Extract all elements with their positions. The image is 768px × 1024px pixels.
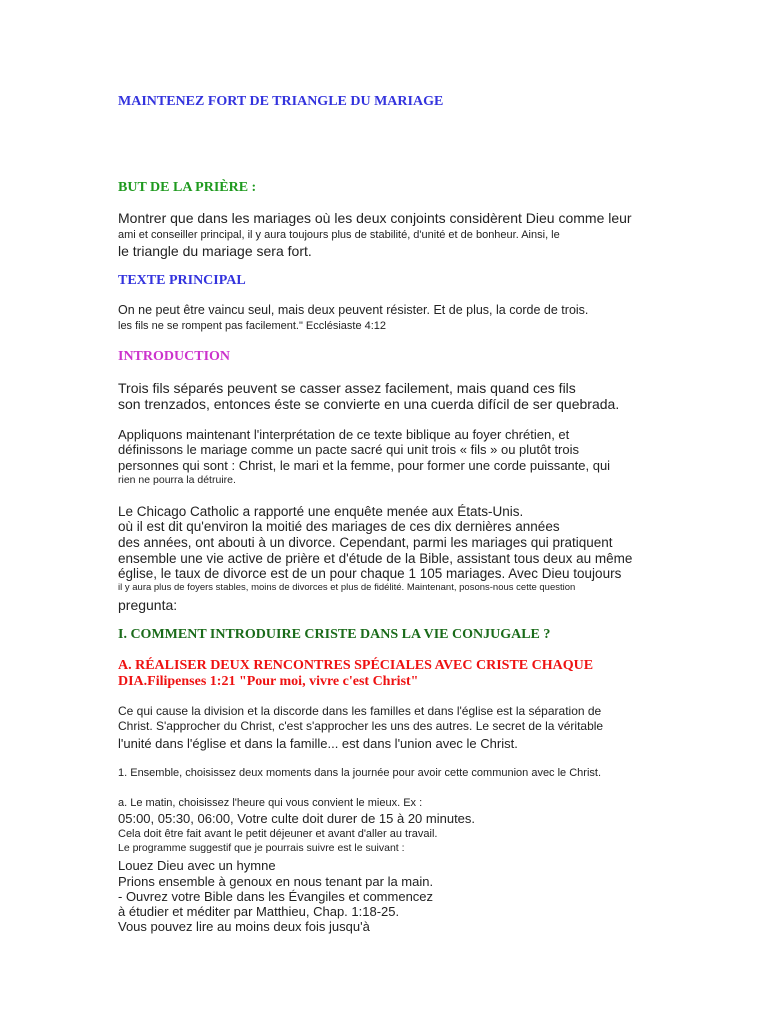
intro-line: pregunta: — [118, 597, 178, 613]
point-a-line: 05:00, 05:30, 06:00, Votre culte doit durer de 15 à 20 minutes. — [118, 811, 476, 826]
section-one-subheading: DIA.Filipenses 1:21 "Pour moi, vivre c'est Christ" — [118, 674, 419, 689]
section-one-line: Ce qui cause la division et la discorde dans les familles et dans l'église est la séparation de — [118, 704, 602, 718]
point-a-line: a. Le matin, choisissez l'heure qui vous convient le mieux. Ex : — [118, 797, 423, 809]
intro-line: des années, ont abouti à un divorce. Cependant, parmi les mariages qui pratiquent — [118, 535, 613, 550]
point-one: 1. Ensemble, choisissez deux moments dans la journée pour avoir cette communion avec le Christ. — [118, 767, 602, 779]
intro-line: où il est dit qu'environ la moitié des mariages de ces dix dernières années — [118, 519, 560, 534]
intro-line: rien ne pourra la détruire. — [118, 474, 236, 486]
main-text-line: les fils ne se rompent pas facilement." Ecclésiaste 4:12 — [118, 320, 387, 332]
intro-heading: INTRODUCTION — [118, 349, 231, 364]
point-a-line: à étudier et méditer par Matthieu, Chap. 1:18-25. — [118, 904, 400, 919]
page-title: MAINTENEZ FORT DE TRIANGLE DU MARIAGE — [118, 94, 444, 109]
intro-line: définissons le mariage comme un pacte sacré qui unit trois « fils » ou plutôt trois — [118, 442, 580, 457]
purpose-line: le triangle du mariage sera fort. — [118, 243, 312, 259]
intro-line: personnes qui sont : Christ, le mari et la femme, pour former une corde puissante, qui — [118, 458, 611, 473]
point-a-line: Louez Dieu avec un hymne — [118, 858, 276, 873]
point-a-line: - Ouvrez votre Bible dans les Évangiles et commencez — [118, 889, 434, 904]
section-one-line: l'unité dans l'église et dans la famille... est dans l'union avec le Christ. — [118, 736, 518, 751]
main-text-heading: TEXTE PRINCIPAL — [118, 273, 246, 288]
purpose-line: Montrer que dans les mariages où les deux conjoints considèrent Dieu comme leur — [118, 210, 632, 226]
intro-line: son trenzados, entonces éste se convierte en una cuerda difícil de ser quebrada. — [118, 396, 620, 412]
intro-line: église, le taux de divorce est de un pour chaque 1 105 mariages. Avec Dieu toujours — [118, 566, 622, 581]
intro-line: il y aura plus de foyers stables, moins de divorces et plus de fidélité. Maintenant, posons-nous cette question — [118, 582, 576, 593]
purpose-line: ami et conseiller principal, il y aura toujours plus de stabilité, d'unité et de bonheur. Ainsi, le — [118, 229, 560, 241]
intro-line: Appliquons maintenant l'interprétation de ce texte biblique au foyer chrétien, et — [118, 427, 570, 442]
main-text-line: On ne peut être vaincu seul, mais deux peuvent résister. Et de plus, la corde de trois. — [118, 303, 589, 317]
point-a-line: Vous pouvez lire au moins deux fois jusqu'à — [118, 919, 370, 934]
section-one-heading: I. COMMENT INTRODUIRE CRISTE DANS LA VIE CONJUGALE ? — [118, 627, 551, 642]
section-one-line: Christ. S'approcher du Christ, c'est s'approcher les uns des autres. Le secret de la véritable — [118, 719, 604, 733]
intro-line: Trois fils séparés peuvent se casser assez facilement, mais quand ces fils — [118, 380, 576, 396]
point-a-line: Le programme suggestif que je pourrais suivre est le suivant : — [118, 842, 405, 854]
intro-line: ensemble une vie active de prière et d'étude de la Bible, assistant tous deux au même — [118, 551, 633, 566]
point-a-line: Prions ensemble à genoux en nous tenant par la main. — [118, 874, 434, 889]
purpose-heading: BUT DE LA PRIÈRE : — [118, 180, 257, 195]
intro-line: Le Chicago Catholic a rapporté une enquête menée aux États-Unis. — [118, 504, 524, 519]
section-one-subheading: A. RÉALISER DEUX RENCONTRES SPÉCIALES AVEC CRISTE CHAQUE — [118, 658, 594, 673]
point-a-line: Cela doit être fait avant le petit déjeuner et avant d'aller au travail. — [118, 828, 438, 840]
